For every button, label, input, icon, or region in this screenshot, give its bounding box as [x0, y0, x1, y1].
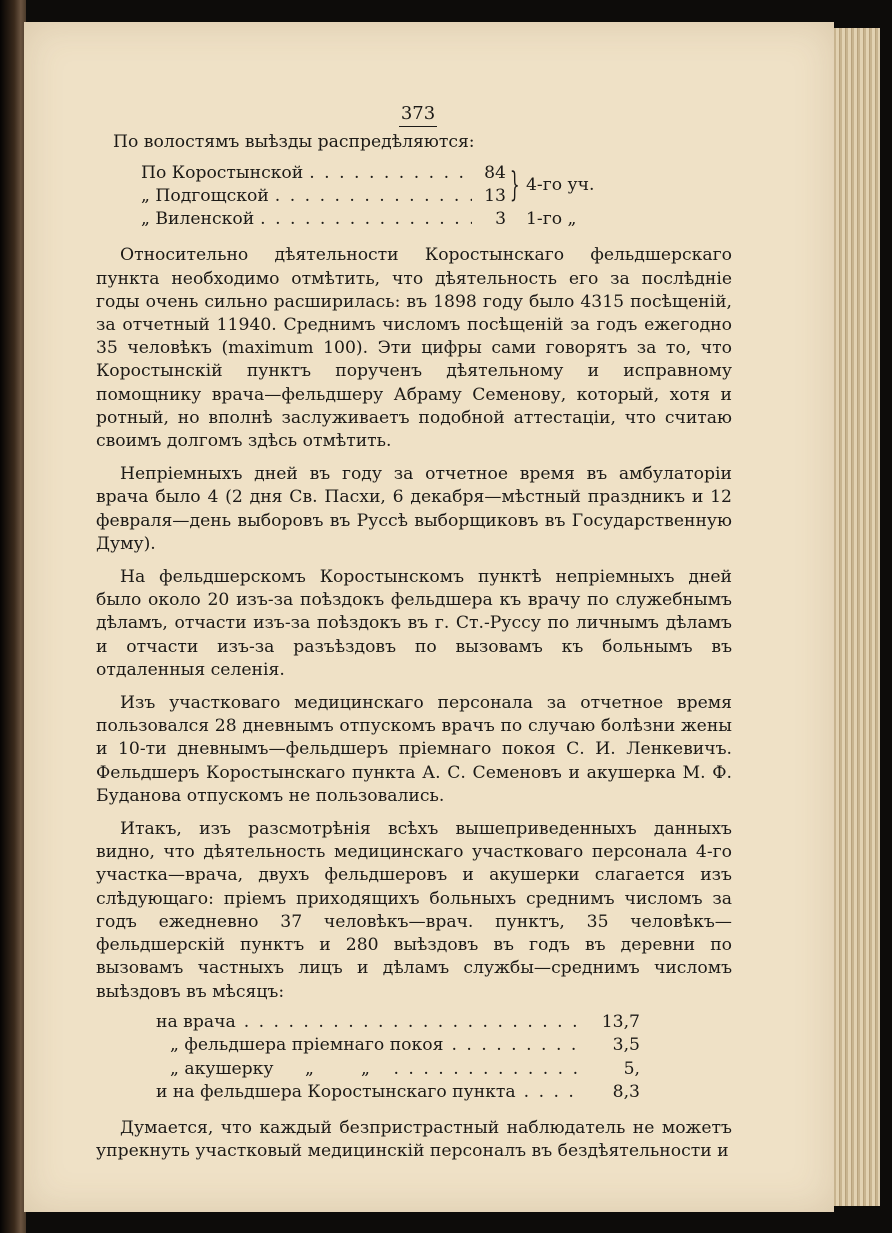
visits-row: „ фельдшера пріемнаго покоя . . . 3,5	[156, 1034, 640, 1058]
paragraph: Относительно дѣятельности Коростынскаго фельдшерскаго пункта необходимо отмѣтить, что дѣятельность его за послѣдніе годы очень сильно расширилась: въ 1898 году было 4315 посѣщеній, за отчетный 11940. Среднимъ числомъ посѣщеній за годъ ежегодно 35 человѣкъ (maximum 100). Эти цифры сами говорятъ за то, что Коростынскій пунктъ порученъ дѣятельному и исправному помощнику врача—фельдшеру Абраму Семенову, который, хотя и ротный, но вполнѣ заслуживаетъ подобной аттестаціи, что считаю своимъ долгомъ здѣсь отмѣтить.	[96, 245, 732, 452]
closing-paragraph: Думается, что каждый безпристрастный наблюдатель не можетъ упрекнуть участковый медицинскій персоналъ въ бездѣятельности и	[96, 1117, 732, 1161]
page-stack-edge	[834, 28, 880, 1206]
page-text	[96, 40, 732, 1163]
ditto-mark: „	[361, 1058, 370, 1079]
group-1st: 1-го „	[526, 209, 577, 230]
intro-line: По волостямъ выѣзды распредѣляются:	[113, 132, 475, 153]
paragraph: На фельдшерскомъ Коростынскомъ пунктѣ непріемныхъ дней было около 20 изъ-за поѣздокъ фельдшера къ врачу по служебнымъ дѣламъ, отчасти изъ-за поѣздокъ въ г. Ст.-Руссу по личнымъ дѣламъ и отчасти изъ-за разъѣздовъ по вызовамъ къ больнымъ въ отдаленныя селенія.	[96, 567, 732, 680]
volost-table	[141, 162, 732, 231]
visits-row: на врача . . . 13,7	[156, 1011, 640, 1035]
visits-row: и на фельдшера Коростынскаго пункта . . . 8,3	[156, 1081, 640, 1105]
volost-row: „ Виленской . . . 3	[141, 208, 506, 231]
volost-row: „ Подгощской . . . 13	[141, 185, 506, 208]
volost-row: По Коростынской . . . 84	[141, 162, 506, 185]
ditto-mark: „	[305, 1058, 314, 1079]
brace-glyph: }	[509, 165, 520, 206]
visits-row: „ акушерку „ „ . . . 5,	[156, 1058, 640, 1082]
paragraph: Итакъ, изъ разсмотрѣнія всѣхъ вышеприведенныхъ данныхъ видно, что дѣятельность медицинскаго участковаго персонала 4-го участка—врача, двухъ фельдшеровъ и акушерки слагается изъ слѣдующаго: пріемъ приходящихъ больныхъ среднимъ числомъ за годъ ежедневно 37 человѣкъ—врач. пунктъ, 35 человѣкъ—фельдшерскій пунктъ и 280 выѣздовъ въ годъ въ деревни по вызовамъ частныхъ лицъ и дѣламъ службы—среднимъ числомъ выѣздовъ въ мѣсяцъ:	[96, 819, 732, 1002]
paragraph: Непріемныхъ дней въ году за отчетное время въ амбулаторіи врача было 4 (2 дня Св. Пасхи, 6 декабря—мѣстный праздникъ и 12 февраля—день выборовъ въ Руссѣ выборщиковъ въ Государственную Думу).	[96, 464, 732, 554]
paragraph: Изъ участковаго медицинскаго персонала за отчетное время пользовался 28 дневнымъ отпускомъ врачъ по случаю болѣзни жены и 10-ти дневнымъ—фельдшеръ пріемнаго покоя С. И. Ленкевичъ. Фельдшеръ Коростынскаго пункта А. С. Семеновъ и акушерка М. Ф. Буданова отпускомъ не пользовались.	[96, 693, 732, 806]
page-number: 373	[104, 102, 732, 125]
group-4th: } 4-го уч.	[509, 165, 595, 206]
visits-table	[156, 1011, 640, 1105]
book-spine	[0, 0, 26, 1233]
